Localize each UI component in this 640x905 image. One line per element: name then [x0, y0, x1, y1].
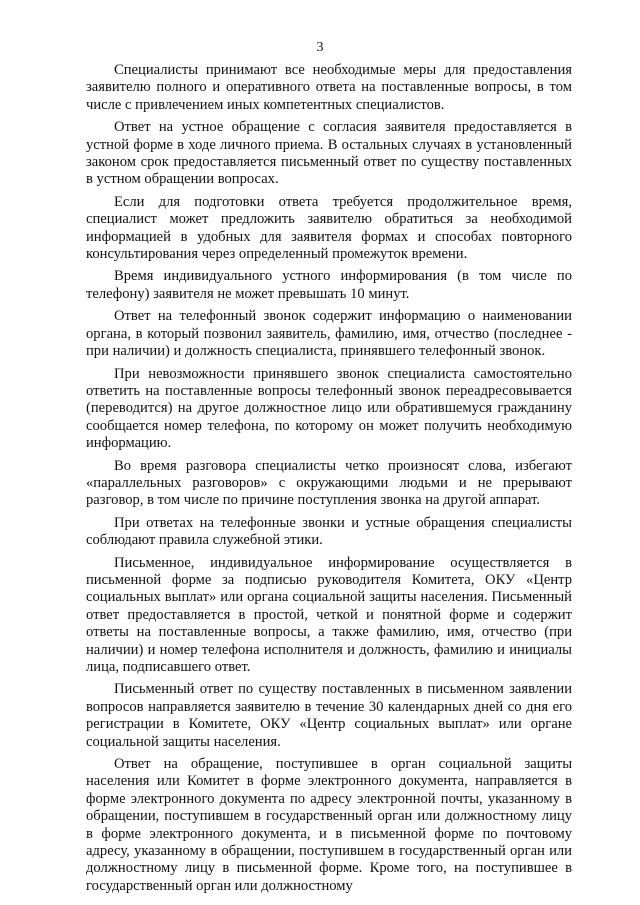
- paragraph: Ответ на телефонный звонок содержит информацию о наименовании органа, в который позвонил заявитель, фамилию, имя, отчество (последнее - при наличии) и должность специалиста, принявшего телефонный звонок.: [86, 308, 572, 360]
- paragraph: Ответ на устное обращение с согласия заявителя предоставляется в устной форме в ходе личного приема. В остальных случаях в установленный законом срок предоставляется письменный ответ по существу поставленных в устном обращении вопросах.: [86, 119, 572, 188]
- page-number: 3: [316, 40, 324, 55]
- paragraph: Ответ на обращение, поступившее в орган социальной защиты населения или Комитет в форме электронного документа, направляется в форме электронного документа по адресу электронной почты, указанному в обращении, поступившем в государственный орган или должностному лицу в форме электронного документа, и в письменной форме по почтовому адресу, указанному в обращении, поступившем в государственный орган или должностному лицу в письменной форме. Кроме того, на поступившее в государственный орган или должностному: [86, 756, 572, 894]
- paragraph: Письменное, индивидуальное информирование осуществляется в письменной форме за подписью руководителя Комитета, ОКУ «Центр социальных выплат» или органа социальной защиты населения. Письменный ответ предоставляется в простой, четкой и понятной форме и содержит ответы на поставленные вопросы, а также фамилию, имя, отчество (при наличии) и номер телефона исполнителя и должность, фамилию и инициалы лица, подписавшего ответ.: [86, 554, 572, 675]
- document-body: [86, 62, 572, 900]
- paragraph: Время индивидуального устного информирования (в том числе по телефону) заявителя не может превышать 10 минут.: [86, 268, 572, 302]
- paragraph: Специалисты принимают все необходимые меры для предоставления заявителю полного и оперативного ответа на поставленные вопросы, в том числе с привлечением иных компетентных специалистов.: [86, 62, 572, 113]
- paragraph: Письменный ответ по существу поставленных в письменном заявлении вопросов направляется заявителю в течение 30 календарных дней со дня его регистрации в Комитете, ОКУ «Центр социальных выплат» или органе социальной защиты населения.: [86, 681, 572, 750]
- paragraph: Во время разговора специалисты четко произносят слова, избегают «параллельных разговоров» с окружающими людьми и не прерывают разговор, в том числе по причине поступления звонка на другой аппарат.: [86, 457, 572, 509]
- paragraph: При ответах на телефонные звонки и устные обращения специалисты соблюдают правила служебной этики.: [86, 514, 572, 549]
- paragraph: При невозможности принявшего звонок специалиста самостоятельно ответить на поставленные вопросы телефонный звонок переадресовывается (переводится) на другое должностное лицо или обратившемуся гражданину сообщается номер телефона, по которому он может получить необходимую информацию.: [86, 365, 572, 452]
- paragraph: Если для подготовки ответа требуется продолжительное время, специалист может предложить заявителю обратиться за необходимой информацией в удобных для заявителя формах и способах повторного консультирования через определенный промежуток времени.: [86, 193, 572, 263]
